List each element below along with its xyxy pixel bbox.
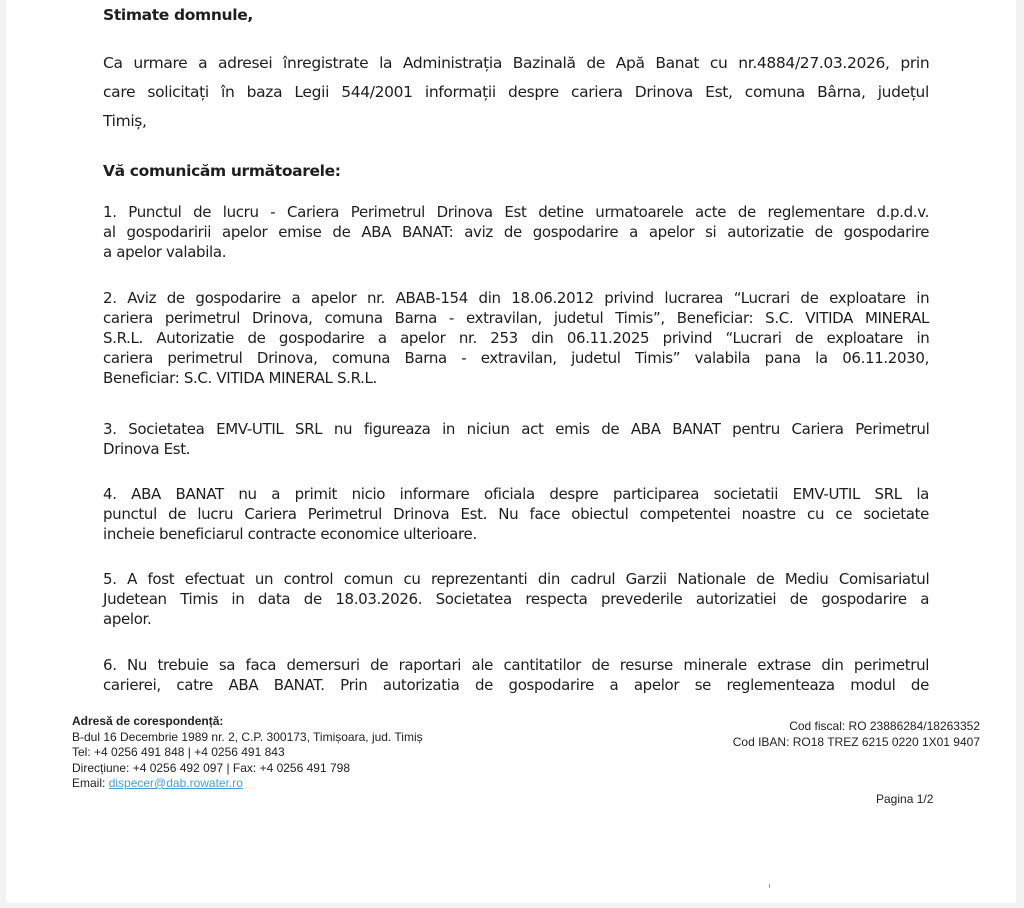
postal-address: B-dul 16 Decembrie 1989 nr. 2, C.P. 300173, Timișoara, jud. Timiș	[72, 729, 423, 744]
list-item-2	[103, 288, 929, 388]
email-link[interactable]: dispecer@dab.rowater.ro	[108, 776, 243, 790]
direction-fax: Direcțiune: +4 0256 492 097 | Fax: +4 0256 491 798	[72, 760, 350, 775]
list-item-6	[103, 655, 929, 695]
item-line: 1. Punctul de lucru - Cariera Perimetrul Drinova Est detine urmatoarele acte de reglementare d.p.d.v.	[103, 203, 929, 221]
item-line: al gospodaririi apelor emise de ABA BANAT: aviz de gospodarire a apelor si autorizatie de gospodarire	[103, 223, 930, 241]
iban-code: Cod IBAN: RO18 TREZ 6215 0220 1X01 9407	[732, 734, 980, 749]
item-line: cariera perimetrul Drinova, comuna Barna - extravilan, judetul Timis” valabila pana la 06.11.2030,	[103, 349, 929, 367]
list-item-3	[103, 419, 929, 459]
item-line: 2. Aviz de gospodarire a apelor nr. ABAB-154 din 18.06.2012 privind lucrarea “Lucrari de exploatare in	[103, 289, 930, 307]
item-line: Judetean Timis in data de 18.03.2026. Societatea respecta prevederile autorizatiei de gospodarire a	[103, 590, 930, 608]
intro-line: Timiș,	[103, 112, 147, 130]
item-line: S.R.L. Autorizatie de gospodarire a apelor nr. 253 din 06.11.2025 privind “Lucrari de exploatare in	[103, 329, 930, 347]
list-item-5	[103, 569, 929, 629]
address-title: Adresă de corespondență:	[72, 714, 224, 728]
scan-artifact	[769, 884, 770, 888]
item-line: carierei, catre ABA BANAT. Prin autorizatia de gospodarire a apelor se reglementeaza modul de	[103, 676, 929, 694]
lead-heading: Vă comunicăm următoarele:	[103, 162, 341, 180]
email-label: Email:	[72, 776, 106, 790]
fiscal-code: Cod fiscal: RO 23886284/18263352	[789, 719, 980, 733]
salutation: Stimate domnule,	[103, 6, 253, 24]
item-line: punctul de lucru Cariera Perimetrul Drinova Est. Nu face obiectul competentei noastre cu ce societate	[103, 505, 929, 523]
phone-numbers: Tel: +4 0256 491 848 | +4 0256 491 843	[72, 745, 285, 759]
email-row	[72, 776, 492, 792]
item-line: incheie beneficiarul contracte economice ulterioare.	[103, 525, 477, 543]
item-line: a apelor valabila.	[103, 243, 227, 261]
list-item-4	[103, 484, 929, 544]
intro-line: care solicitați în baza Legii 544/2001 informații despre cariera Drinova Est, comuna Bârna, județul	[103, 83, 929, 101]
item-line: cariera perimetrul Drinova, comuna Barna - extravilan, judetul Timis”, Beneficiar: S.C. VITIDA MINERAL	[103, 309, 929, 327]
intro-line: Ca urmare a adresei înregistrate la Administrația Bazinală de Apă Banat cu nr.4884/27.03.2026, prin	[103, 54, 930, 72]
item-line: 3. Societatea EMV-UTIL SRL nu figureaza in niciun act emis de ABA BANAT pentru Cariera Perimetrul	[103, 420, 930, 438]
item-line: Drinova Est.	[103, 440, 191, 458]
item-line: 6. Nu trebuie sa faca demersuri de raportari ale cantitatilor de resurse minerale extrase din perimetrul	[103, 656, 930, 674]
list-item-1	[103, 202, 929, 262]
page-number: Pagina 1/2	[876, 792, 934, 806]
fiscal-info	[680, 719, 980, 750]
item-line: 5. A fost efectuat un control comun cu reprezentanti din cadrul Garzii Nationale de Mediu Comisariatul	[103, 570, 930, 588]
item-line: Beneficiar: S.C. VITIDA MINERAL S.R.L.	[103, 369, 377, 387]
item-line: 4. ABA BANAT nu a primit nicio informare oficiala despre participarea societatii EMV-UTIL SRL la	[103, 485, 929, 503]
correspondence-address	[72, 714, 492, 792]
document-page	[6, 0, 1016, 903]
intro-paragraph	[103, 49, 929, 136]
item-line: apelor.	[103, 610, 152, 628]
